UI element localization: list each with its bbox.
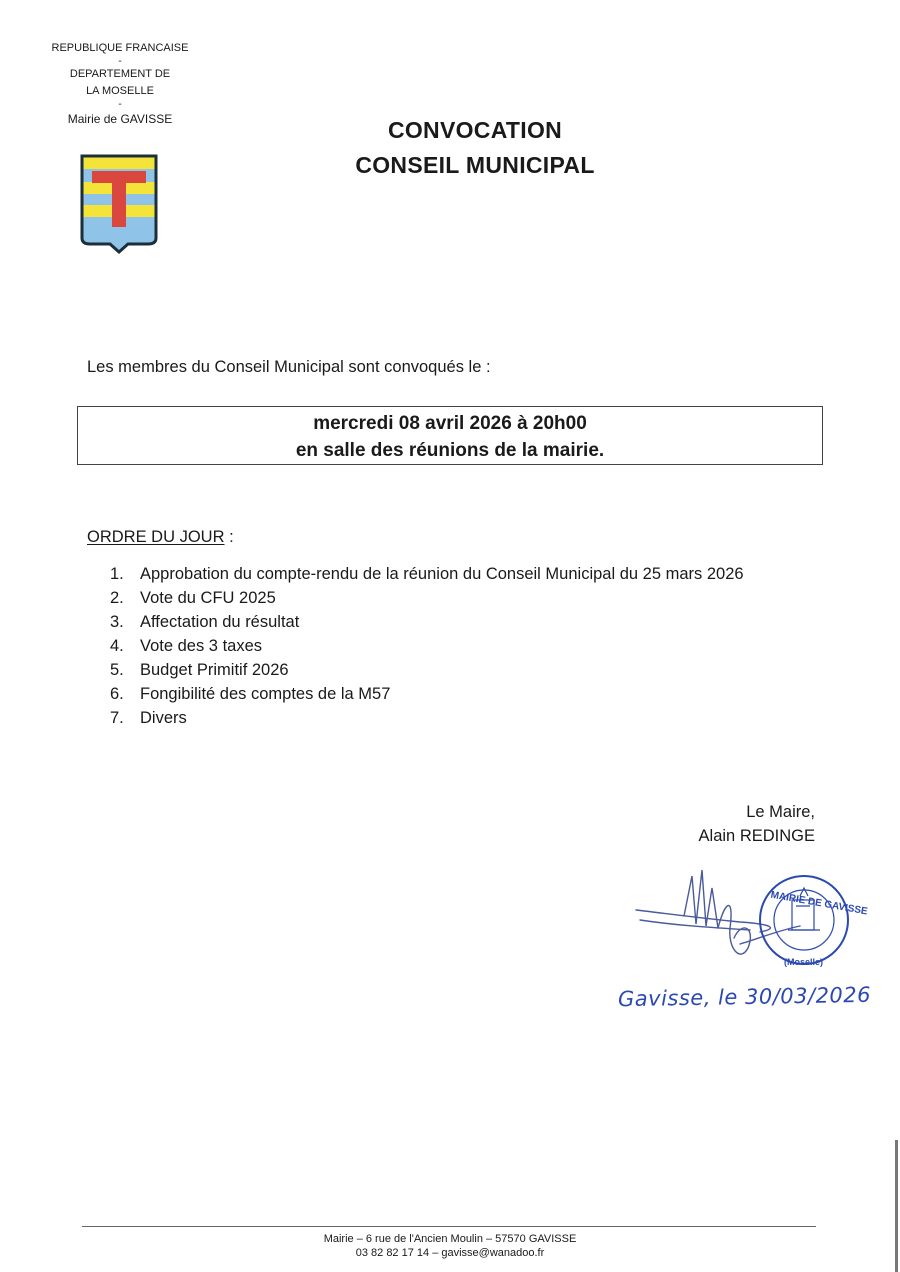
- stamp-text-bottom: (Moselle): [784, 957, 824, 967]
- item-number: 3.: [110, 613, 124, 631]
- coat-of-arms-icon: [78, 152, 160, 258]
- stamp-text-top: MAIRIE DE GAVISSE: [769, 889, 869, 918]
- department-label: DEPARTEMENT DE: [69, 68, 171, 80]
- signatory-block: [620, 800, 815, 848]
- department-name: LA MOSELLE: [86, 85, 154, 97]
- agenda-heading: [87, 528, 234, 547]
- item-text: Budget Primitif 2026: [140, 661, 289, 679]
- agenda-heading-colon: :: [224, 528, 234, 546]
- page-footer: [250, 1232, 650, 1260]
- list-item: [110, 586, 744, 610]
- item-text: Approbation du compte-rendu de la réunion du Conseil Municipal du 25 mars 2026: [140, 565, 744, 583]
- agenda-list: [110, 562, 744, 730]
- town-hall-name: Mairie de GAVISSE: [67, 112, 173, 126]
- list-item: [110, 634, 744, 658]
- item-text: Affectation du résultat: [140, 613, 300, 631]
- item-number: 2.: [110, 589, 124, 607]
- handwritten-place-date: Gavisse, le 30/03/2026: [617, 982, 872, 1012]
- signatory-name: Alain REDINGE: [698, 827, 815, 845]
- meeting-box: [77, 406, 823, 465]
- list-item: [110, 610, 744, 634]
- footer-address: Mairie – 6 rue de l'Ancien Moulin – 57570 GAVISSE: [323, 1233, 577, 1245]
- intro-text: Les membres du Conseil Municipal sont convoqués le :: [87, 358, 491, 376]
- item-text: Vote des 3 taxes: [140, 637, 263, 655]
- item-number: 6.: [110, 685, 124, 703]
- meeting-date: mercredi 08 avril 2026 à 20h00: [313, 413, 587, 434]
- republic-label: REPUBLIQUE FRANCAISE: [51, 42, 189, 54]
- title-line-1: CONVOCATION: [387, 117, 563, 143]
- scan-edge-shadow: [895, 1140, 898, 1272]
- list-item: [110, 706, 744, 730]
- signature-icon: [630, 858, 860, 978]
- list-item: [110, 562, 744, 586]
- item-number: 7.: [110, 709, 124, 727]
- title-line-2: CONSEIL MUNICIPAL: [355, 152, 595, 178]
- footer-contact: 03 82 82 17 14 – gavisse@wanadoo.fr: [355, 1247, 545, 1259]
- signature-and-stamp: [630, 858, 860, 978]
- item-number: 4.: [110, 637, 124, 655]
- separator: -: [118, 99, 122, 110]
- list-item: [110, 658, 744, 682]
- agenda-heading-label: ORDRE DU JOUR: [87, 528, 225, 546]
- footer-divider: [82, 1226, 816, 1227]
- item-text: Fongibilité des comptes de la M57: [140, 685, 391, 703]
- document-title: [300, 113, 650, 183]
- item-text: Vote du CFU 2025: [140, 589, 276, 607]
- item-text: Divers: [140, 709, 187, 727]
- signatory-role: Le Maire,: [746, 803, 815, 821]
- list-item: [110, 682, 744, 706]
- item-number: 5.: [110, 661, 124, 679]
- item-number: 1.: [110, 565, 124, 583]
- meeting-place: en salle des réunions de la mairie.: [295, 440, 605, 461]
- separator: -: [118, 56, 122, 67]
- letterhead: [40, 40, 200, 128]
